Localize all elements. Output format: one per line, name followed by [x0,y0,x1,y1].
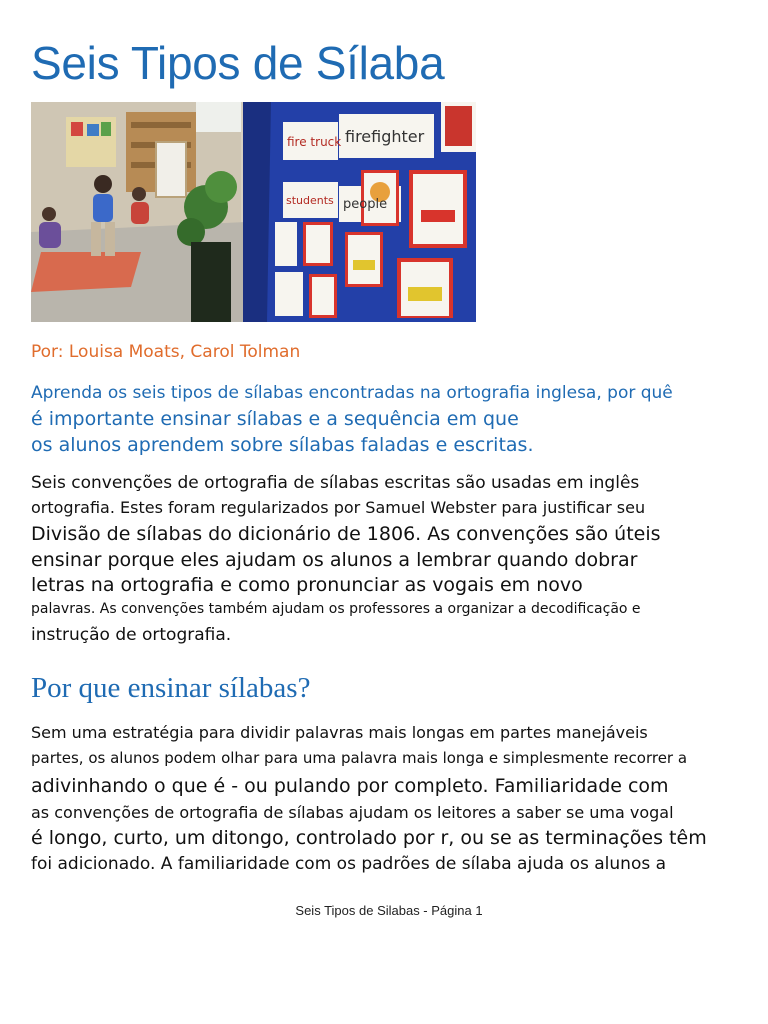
body-paragraph-1 [31,470,661,650]
body-line: palavras. As convenções também ajudam os professores a organizar a decodificação e [31,601,641,617]
word-card-people: people [343,197,388,212]
body-line: ortografia. Estes foram regularizados por Samuel Webster para justificar seu [31,498,646,517]
word-card-fire-truck: fire truck [287,135,342,149]
intro-line: é importante ensinar sílabas e a sequência em que [31,408,519,430]
body-line: letras na ortografia e como pronunciar as vogais em novo [31,574,583,596]
classroom-photo-image [31,102,476,322]
body-line: Seis convenções de ortografia de sílabas escritas são usadas em inglês [31,473,640,493]
byline: Por: Louisa Moats, Carol Tolman [31,342,301,362]
body-line: partes, os alunos podem olhar para uma palavra mais longa e simplesmente recorrer a [31,749,688,767]
body-line: foi adicionado. A familiaridade com os padrões de sílaba ajuda os alunos a [31,854,667,874]
intro-paragraph [31,380,673,458]
body-line: adivinhando o que é - ou pulando por completo. Familiaridade com [31,775,669,797]
classroom-photo [31,102,476,322]
section-heading: Por que ensinar sílabas? [31,672,311,704]
body-line: é longo, curto, um ditongo, controlado por r, ou se as terminações têm [31,827,707,849]
body-line: ensinar porque eles ajudam os alunos a lembrar quando dobrar [31,549,638,571]
page-footer: Seis Tipos de Silabas - Página 1 [295,903,483,918]
intro-line: Aprenda os seis tipos de sílabas encontradas na ortografia inglesa, por quê [31,383,673,403]
body-line: as convenções de ortografia de sílabas ajudam os leitores a saber se uma vogal [31,803,674,822]
document-title: Seis Tipos de Sílaba [31,37,445,89]
intro-line: os alunos aprendem sobre sílabas faladas e escritas. [31,434,534,456]
word-card-students: students [286,194,334,207]
body-line: Divisão de sílabas do dicionário de 1806. As convenções são úteis [31,523,661,545]
body-line: instrução de ortografia. [31,625,232,645]
body-paragraph-2 [31,720,707,876]
body-line: Sem uma estratégia para dividir palavras mais longas em partes manejáveis [31,723,648,742]
word-card-firefighter: firefighter [345,127,425,146]
